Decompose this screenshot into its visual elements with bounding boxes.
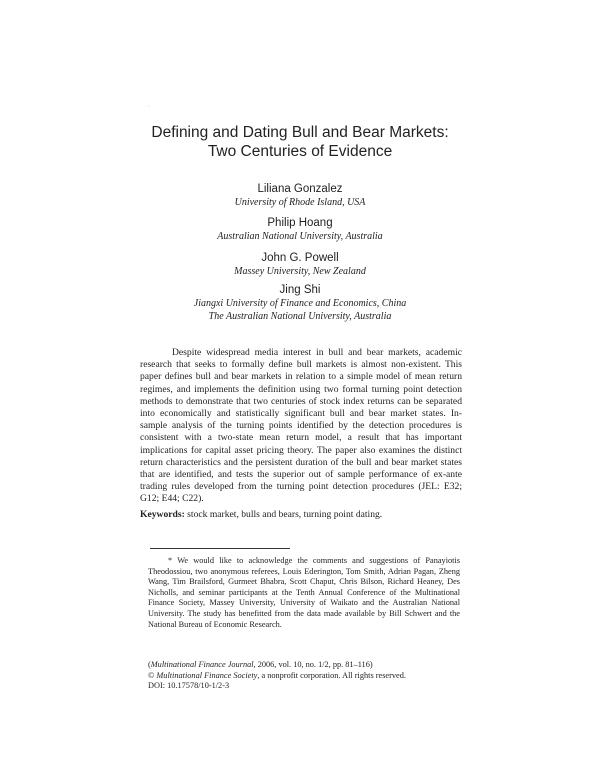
rights-text: , a nonprofit corporation. All rights reserved.	[257, 670, 406, 680]
author-affiliation: Australian National University, Australia	[217, 231, 383, 242]
citation-copyright-line	[148, 671, 468, 682]
author-affiliation: Massey University, New Zealand	[234, 266, 366, 277]
author-affiliation: Jiangxi University of Finance and Economics, China	[193, 298, 407, 309]
copyright-symbol: ©	[148, 670, 155, 680]
author-name: John G. Powell	[261, 252, 339, 264]
acknowledgement-footnote: * We would like to acknowledge the comments and suggestions of Panayiotis Theodossiou, two anonymous referees, Louis Ederington, Tom Smith, Adrian Pagan, Zheng Wang, Tim Brailsford, Gurmeet Bhabra, Scott Chaput, Chris Bilson, Richard Heaney, Des Nicholls, and seminar participants at the Tenth Annual Conference of the Multinational Finance Society, Massey University, University of Waikato and the Australian National University. The study has benefitted from the data made available by Bill Schwert and the National Bureau of Economic Research.	[148, 556, 460, 629]
keywords-label: Keywords:	[140, 509, 185, 520]
author-name: Jing Shi	[279, 284, 321, 296]
author-block	[100, 182, 500, 209]
paper-title	[100, 123, 500, 161]
author-block	[100, 251, 500, 278]
abstract: Despite widespread media interest in bull and bear markets, academic research that seeks to formally define bull markets is almost non-existent. This paper defines bull and bear markets in relation to a simple model of mean return regimes, and implements the definition using two formal turning point detection methods to demonstrate that two centuries of stock index returns can be separated into economically and statistically significant bull and bear market states. In-sample analysis of the turning points identified by the detection procedures is consistent with a two-state mean return model, a result that has important implications for capital asset pricing theory. The paper also examines the distinct return characteristics and the persistent duration of the bull and bear market states that are identified, and tests the superior out of sample performance of ex-ante trading rules developed from the turning point detection procedures (JEL: E32; G12; E44; C22).	[140, 347, 462, 505]
keywords-text: stock market, bulls and bears, turning point dating.	[187, 509, 383, 520]
title-line-2: Two Centuries of Evidence	[207, 143, 393, 160]
journal-details: , 2006, vol. 10, no. 1/2, pp. 81–116)	[253, 660, 373, 669]
author-affiliation: University of Rhode Island, USA	[234, 197, 366, 208]
citation-journal-line	[148, 660, 468, 671]
title-line-1: Defining and Dating Bull and Bear Markets:	[151, 124, 449, 141]
author-name: Liliana Gonzalez	[257, 183, 343, 195]
author-name: Philip Hoang	[267, 217, 333, 229]
citation-open-paren: (	[148, 660, 151, 669]
doi: DOI: 10.17578/10-1/2-3	[148, 681, 230, 691]
journal-name: Multinational Finance Journal	[150, 660, 254, 669]
page-mark: ·	[148, 104, 150, 110]
society-name: Multinational Finance Society	[156, 670, 258, 680]
citation-block	[148, 660, 468, 692]
footnote-rule	[150, 548, 290, 549]
author-block	[100, 216, 500, 243]
author-block	[100, 283, 500, 323]
author-affiliation: The Australian National University, Australia	[208, 311, 392, 322]
keywords	[140, 509, 462, 521]
